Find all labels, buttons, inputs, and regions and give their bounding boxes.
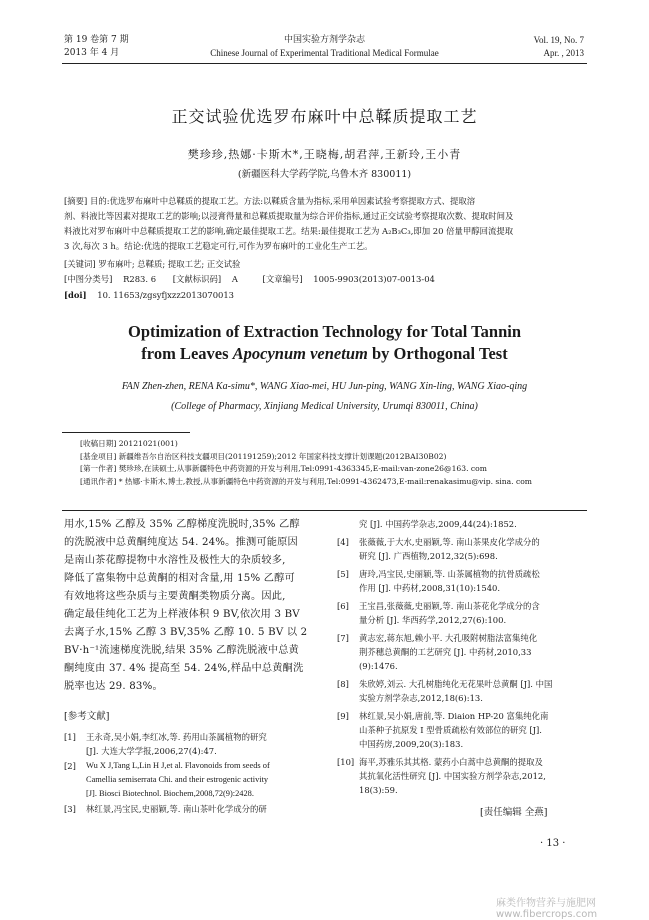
reference-body: [359, 535, 540, 563]
reference-number: [5]: [337, 569, 349, 579]
footnote-rule: [62, 432, 190, 433]
header-vol-en: Vol. 19, No. 7: [533, 35, 584, 45]
body-line: 用水,15% 乙醇及 35% 乙醇梯度洗脱时,35% 乙醇: [64, 519, 300, 530]
body-line: 的洗脱液中总黄酮纯度达 54. 24%。推测可能原因: [64, 537, 298, 548]
reference-body: [86, 730, 267, 758]
body-line: 确定最佳纯化工艺为上样液体积 9 BV,依次用 3 BV: [64, 609, 300, 620]
footnote-corresponding: [通讯作者] * 热娜·卡斯木,博士,教授,从事新疆特色中药资源的开发与利用,Tel:0991-4362473,E-mail:renakasimu@vip. sina. com: [80, 476, 532, 486]
reference-number: [6]: [337, 601, 349, 611]
abstract-line: 剂、料液比等因素对提取工艺的影响;以浸膏得量和总鞣质提取量为综合评价指标,通过正交试验考察提取次数、提取时间及: [64, 211, 514, 221]
reference-number: [8]: [337, 679, 349, 689]
abstract-line: [摘要] 目的:优选罗布麻叶中总鞣质的提取工艺。方法:以鞣质含量为指标,采用单因素试验考察提取方式、提取溶: [64, 196, 476, 206]
reference-body: [359, 517, 517, 531]
reference-item: [337, 599, 587, 627]
body-line: 酮纯度由 37. 4% 提高至 54. 24%,样品中总黄酮洗: [64, 663, 304, 674]
references-right: [337, 517, 587, 797]
body-rule: [62, 510, 587, 511]
reference-line: 黄志宏,蒋东旭,赖小平. 大孔吸附树脂法富集纯化: [359, 633, 538, 643]
reference-line: 王宝昌,张薇薇,史丽颖,等. 南山茶花化学成分的含: [359, 601, 540, 611]
classification-line: [64, 273, 594, 286]
abstract-line: 料液比对罗布麻叶中总鞣质提取工艺的影响,确定最佳提取工艺。结果:最佳提取工艺为 A₂B₃C₃,即加 20 倍量甲醇回流提取: [64, 226, 514, 236]
reference-number: [2]: [64, 761, 76, 771]
reference-line: 18(3):59.: [359, 785, 398, 795]
reference-line: 唐玲,冯宝民,史丽颖,等. 山茶属植物的抗骨质疏松: [359, 569, 540, 579]
reference-line: [J]. 大连大学学报,2006,27(4):47.: [86, 746, 217, 756]
reference-item: [64, 730, 324, 758]
header-date: 2013 年 4 月: [64, 48, 120, 58]
reference-line: 究 [J]. 中国药学杂志,2009,44(24):1852.: [359, 519, 517, 529]
authors-cn: 樊珍珍,热娜·卡斯木*,王晓梅,胡君萍,王新玲,王小青: [187, 148, 462, 161]
reference-number: [10]: [337, 757, 355, 767]
clc-label: [中图分类号]: [64, 274, 113, 284]
reference-number: [7]: [337, 633, 349, 643]
reference-line: 山茶种子抗原发 I 型骨质疏松有效部位的研究 [J].: [359, 725, 542, 735]
article-title-en: [0, 321, 649, 365]
reference-line: 量分析 [J]. 华西药学,2012,27(6):100.: [359, 615, 507, 625]
references-left: [64, 730, 324, 816]
reference-line: 朱欣婷,刘云. 大孔树脂纯化无花果叶总黄酮 [J]. 中国: [359, 679, 553, 689]
reference-item: [337, 567, 587, 595]
body-line: 降低了富集物中总黄酮的相对含量,用 15% 乙醇可: [64, 573, 295, 584]
reference-number: [337, 517, 359, 531]
reference-line: 张薇薇,于大水,史丽颖,等. 南山茶果皮化学成分的: [359, 537, 540, 547]
reference-number: [9]: [337, 711, 349, 721]
reference-body: [86, 759, 270, 801]
body-line: 脱率也达 29. 83%。: [64, 681, 163, 692]
abstract-line: 3 次,每次 3 h。结论:优选的提取工艺稳定可行,可作为罗布麻叶的工业化生产工艺。: [64, 241, 373, 251]
body-text-left: [64, 516, 320, 696]
references-heading: [参考文献]: [64, 711, 110, 722]
abstract: [64, 194, 594, 254]
reference-line: 作用 [J]. 中药材,2008,31(10):1540.: [359, 583, 501, 593]
footnotes: [80, 438, 600, 488]
doi-line: [64, 289, 234, 302]
keywords: [关键词] 罗布麻叶; 总鞣质; 提取工艺; 正交试验: [64, 259, 241, 269]
reference-body: [359, 755, 546, 797]
reference-item: [64, 802, 324, 816]
header-journal-en: Chinese Journal of Experimental Traditional Medical Formulae: [210, 48, 439, 58]
reference-item: [337, 709, 587, 751]
footnote-received: [收稿日期] 20121021(001): [80, 439, 178, 448]
doc-code-value: A: [231, 274, 238, 284]
reference-line: 王永奇,吴小娟,李红冰,等. 药用山茶属植物的研究: [86, 732, 267, 742]
reference-line: 实验方剂学杂志,2012,18(6):13.: [359, 693, 483, 703]
body-line: 去离子水,15% 乙醇 3 BV,35% 乙醇 10. 5 BV 以 2: [64, 627, 308, 638]
reference-body: [359, 677, 552, 705]
reference-line: (9):1476.: [359, 661, 398, 671]
doc-code-label: [文献标识码]: [172, 274, 222, 284]
reference-item: [64, 759, 324, 801]
page-number: · 13 ·: [540, 838, 566, 849]
article-title-cn: 正交试验优选罗布麻叶中总鞣质提取工艺: [171, 107, 478, 126]
watermark: 麻类作物营养与施肥网 www.fibercrops.com: [496, 898, 598, 920]
header-volume: 第 19 卷第 7 期: [64, 35, 129, 45]
reference-item: [337, 517, 587, 531]
body-line: 是南山茶花醇提物中水溶性及极性大的杂质较多,: [64, 555, 286, 566]
reference-item: [337, 535, 587, 563]
reference-body: [86, 802, 267, 816]
reference-number: [1]: [64, 732, 76, 742]
reference-number: [4]: [337, 537, 349, 547]
article-no-value: 1005-9903(2013)07-0013-04: [313, 274, 435, 284]
header-date-en: Apr. , 2013: [543, 48, 584, 58]
species-name: Apocynum venetum: [232, 344, 368, 363]
body-line: BV·h⁻¹流速梯度洗脱,结果 35% 乙醇洗脱液中总黄: [64, 645, 300, 656]
reference-body: [359, 631, 537, 673]
title-en-line2: [0, 343, 649, 365]
reference-line: Wu X J,Tang L,Lin H J,et al. Flavonoids from seeds of: [86, 761, 270, 770]
doi-value: 10. 11653/zgsyfjxzz2013070013: [97, 290, 235, 300]
reference-line: 林红景,吴小娟,唐前,等. Diaion HP-20 富集纯化南: [359, 711, 549, 721]
reference-number: [3]: [64, 804, 76, 814]
reference-item: [337, 677, 587, 705]
reference-body: [359, 709, 548, 751]
title-en-line1: Optimization of Extraction Technology for Total Tannin: [127, 322, 522, 341]
body-line: 有效地将这些杂质与主要黄酮类物质分离。因此,: [64, 591, 286, 602]
article-no-label: [文章编号]: [262, 274, 303, 284]
reference-line: [J]. Biosci Biotechnol. Biochem,2008,72(9):2428.: [86, 789, 254, 798]
header-rule: [62, 63, 587, 64]
reference-line: 中国药房,2009,20(3):183.: [359, 739, 464, 749]
editor-credit: [责任编辑 全燕]: [480, 807, 548, 818]
affiliation-en: (College of Pharmacy, Xinjiang Medical University, Urumqi 830011, China): [171, 401, 478, 412]
reference-line: 林红景,冯宝民,史丽颖,等. 南山茶叶化学成分的研: [86, 804, 267, 814]
title-en-part: by Orthogonal Test: [367, 344, 508, 363]
reference-line: Camellia semiserrata Chi. and their estrogenic activity: [86, 775, 269, 784]
header-journal-cn: 中国实验方剂学杂志: [283, 35, 365, 45]
reference-line: 其抗氧化活性研究 [J]. 中国实验方剂学杂志,2012,: [359, 771, 546, 781]
reference-line: 海平,苏雅乐其其格. 蒙药小白蒿中总黄酮的提取及: [359, 757, 543, 767]
reference-body: [359, 599, 540, 627]
title-en-part: from Leaves: [141, 344, 233, 363]
reference-item: [337, 631, 587, 673]
reference-item: [337, 755, 587, 797]
reference-body: [359, 567, 540, 595]
reference-line: 研究 [J]. 广西植物,2012,32(5):698.: [359, 551, 498, 561]
footnote-first-author: [第一作者] 樊珍珍,在读硕士,从事新疆特色中药资源的开发与利用,Tel:0991-4363345,E-mail:van-zone26@163. com: [80, 464, 487, 473]
reference-line: 荆芥穗总黄酮的工艺研究 [J]. 中药材,2010,33: [359, 647, 532, 657]
clc-value: R283. 6: [123, 274, 157, 284]
affiliation-cn: (新疆医科大学药学院,乌鲁木齐 830011): [237, 169, 412, 180]
authors-en: FAN Zhen-zhen, RENA Ka-simu*, WANG Xiao-mei, HU Jun-ping, WANG Xin-ling, WANG Xiao-qing: [121, 381, 528, 392]
doi-label: [doi]: [64, 290, 87, 300]
footnote-funding: [基金项目] 新疆维吾尔自治区科技支疆项目(201191259);2012 年国家科技支撑计划课题(2012BAI30B02): [80, 451, 447, 461]
